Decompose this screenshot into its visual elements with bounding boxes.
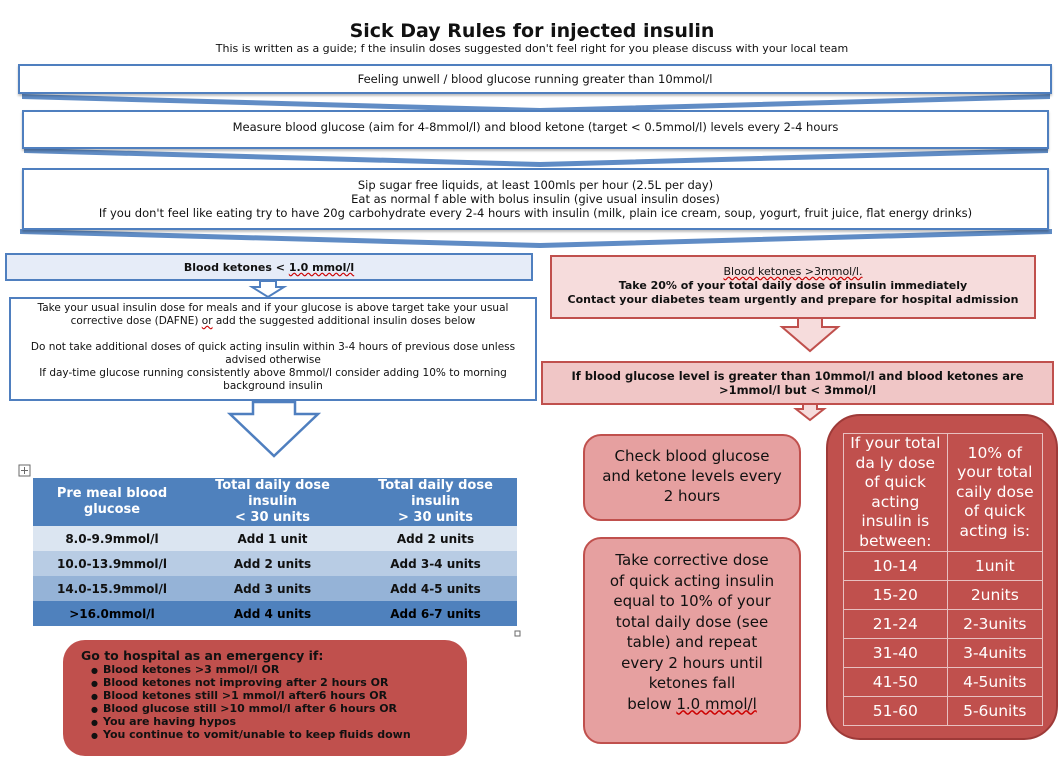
table-cell: Add 3 units <box>233 581 312 596</box>
table-row <box>33 551 517 576</box>
emergency-box <box>63 640 467 756</box>
table-cell: Add 2 units <box>233 556 312 571</box>
table-cell: Add 4-5 units <box>390 581 481 596</box>
check-line: 2 hours <box>663 487 721 505</box>
table-cell: >16.0mmol/l <box>69 606 155 621</box>
instruction-or: or <box>201 315 213 327</box>
flow-step-line: If you don't feel like eating try to have 20g carbohydrate every 2-4 hours with insulin (milk, plain ice cream, soup, yogurt, fruit juice, flat energy drinks) <box>98 206 973 220</box>
table-row <box>33 601 517 626</box>
table-cell: Add 2 units <box>396 531 475 546</box>
ketones-high-line: Contact your diabetes team urgently and prepare for hospital admission <box>567 293 1019 306</box>
table-row <box>844 668 1043 697</box>
table-cell: Add 6-7 units <box>390 606 481 621</box>
low-ketone-instructions <box>9 297 537 401</box>
ketones-mid-line: If blood glucose level is greater than 10mmol/l and blood ketones are <box>571 369 1024 383</box>
table-cell: 8.0-9.9mmol/l <box>65 531 159 546</box>
instruction-line: background insulin <box>223 380 323 392</box>
table-move-handle-icon <box>19 465 30 476</box>
table-header-cell: If your total da ly dose of quick acting insulin is between: <box>844 434 948 552</box>
ketones-low-box <box>5 253 533 281</box>
flow-step-fluids <box>22 168 1049 230</box>
table-header-row <box>844 434 1043 552</box>
arrow-down-icon <box>782 318 838 351</box>
check-levels-box <box>583 434 801 521</box>
instruction-line: advised otherwise <box>225 354 321 366</box>
table-row <box>33 526 517 551</box>
arrow-down-icon <box>252 281 284 297</box>
flow-step-line: Eat as normal f able with bolus insulin (give usual insulin doses) <box>351 192 720 206</box>
table-cell: Add 3-4 units <box>390 556 481 571</box>
table-cell: Add 1 unit <box>237 531 308 546</box>
corrective-value: 1.0 mmol/l <box>676 694 757 713</box>
table-row <box>844 552 1043 581</box>
list-item: ● You are having hypos <box>91 716 449 729</box>
flow-step-text: Feeling unwell / blood glucose running greater than 10mmol/l <box>357 72 713 86</box>
instruction-line: add the suggested additional insulin doses below <box>212 315 476 327</box>
table-cell: 10.0-13.9mmol/l <box>56 556 168 571</box>
table-cell: 5-6units <box>947 697 1042 726</box>
page-subtitle: This is written as a guide; f the insulin doses suggested don't feel right for you please discuss with your local team <box>215 42 849 55</box>
table-cell: 31-40 <box>844 639 948 668</box>
instruction-line: If day-time glucose running consistently above 8mmol/l consider adding 10% to morning <box>39 367 507 379</box>
table-header-cell: Total daily dose insulin < 30 units <box>191 478 354 526</box>
corrective-dose-box <box>583 537 801 744</box>
flow-step-measure <box>22 110 1049 149</box>
list-item: ● Blood ketones >3 mmol/l OR <box>91 664 449 677</box>
table-cell: 10-14 <box>844 552 948 581</box>
ketones-high-line: Take 20% of your total daily dose of insulin immediately <box>618 279 968 292</box>
corrective-line: ketones fall <box>648 674 736 692</box>
additional-dose-table <box>33 478 517 626</box>
emergency-list <box>81 664 449 742</box>
list-item: ● Blood ketones still >1 mmol/l after6 hours OR <box>91 690 449 703</box>
instruction-line: corrective dose (DAFNE) <box>70 315 202 327</box>
units-table <box>843 433 1043 726</box>
corrective-line: below <box>627 694 677 713</box>
flow-step-unwell <box>18 64 1052 94</box>
flow-step-text: Measure blood glucose (aim for 4-8mmol/l) and blood ketone (target < 0.5mmol/l) levels every 2-4 hours <box>232 120 839 134</box>
flow-step-line: Sip sugar free liquids, at least 100mls per hour (2.5L per day) <box>357 178 714 192</box>
table-row <box>33 576 517 601</box>
list-item: ● Blood glucose still >10 mmol/l after 6 hours OR <box>91 703 449 716</box>
table-cell: 4-5units <box>947 668 1042 697</box>
corrective-line: of quick acting insulin <box>609 571 775 590</box>
corrective-line: equal to 10% of your <box>613 592 771 610</box>
emergency-heading: Go to hospital as an emergency if: <box>81 648 324 663</box>
list-item: ● You continue to vomit/unable to keep fluids down <box>91 729 449 742</box>
instruction-line: Do not take additional doses of quick acting insulin within 3-4 hours of previous dose unless <box>30 341 516 353</box>
table-header-row <box>33 478 517 526</box>
table-cell: 21-24 <box>844 610 948 639</box>
units-table-panel <box>826 414 1058 740</box>
table-header-cell: Total daily dose insulin > 30 units <box>354 478 517 526</box>
table-cell: 15-20 <box>844 581 948 610</box>
chevron-down-icon <box>20 229 1052 248</box>
table-resize-handle-icon <box>515 631 520 636</box>
corrective-line: Take corrective dose <box>615 551 769 569</box>
list-item: ● Blood ketones not improving after 2 hours OR <box>91 677 449 690</box>
ketones-high-box <box>550 255 1036 319</box>
table-row <box>844 697 1043 726</box>
table-cell: 14.0-15.9mmol/l <box>56 581 168 596</box>
table-cell: 51-60 <box>844 697 948 726</box>
corrective-line: total daily dose (see <box>615 612 769 631</box>
table-row <box>844 639 1043 668</box>
table-cell: 1unit <box>947 552 1042 581</box>
table-header-cell: Pre meal blood glucose <box>33 478 191 526</box>
check-line: Check blood glucose <box>614 447 770 465</box>
ketones-low-label: Blood ketones < <box>183 261 289 274</box>
table-cell: 2units <box>947 581 1042 610</box>
ketones-mid-box <box>541 361 1054 405</box>
chevron-down-icon <box>24 148 1048 167</box>
check-line: and ketone levels every <box>602 467 782 485</box>
table-row <box>844 610 1043 639</box>
table-cell: 41-50 <box>844 668 948 697</box>
page-title: Sick Day Rules for injected insulin <box>349 20 715 42</box>
arrow-down-icon <box>230 402 318 456</box>
table-cell: 2-3units <box>947 610 1042 639</box>
corrective-line: table) and repeat <box>626 633 758 651</box>
ketones-mid-line: >1mmol/l but < 3mmol/l <box>718 383 877 397</box>
table-cell: 3-4units <box>947 639 1042 668</box>
ketones-low-value: 1.0 mmol/l <box>288 261 355 274</box>
table-cell: Add 4 units <box>233 606 312 621</box>
table-row <box>844 581 1043 610</box>
table-header-cell: 10% of your total caily dose of quick acting is: <box>947 434 1042 552</box>
arrow-down-icon <box>796 404 824 420</box>
instruction-line: Take your usual insulin dose for meals and if your glucose is above target take your usual <box>37 302 509 314</box>
ketones-high-heading: Blood ketones >3mmol/l. <box>723 265 863 278</box>
corrective-line: every 2 hours until <box>621 653 763 672</box>
